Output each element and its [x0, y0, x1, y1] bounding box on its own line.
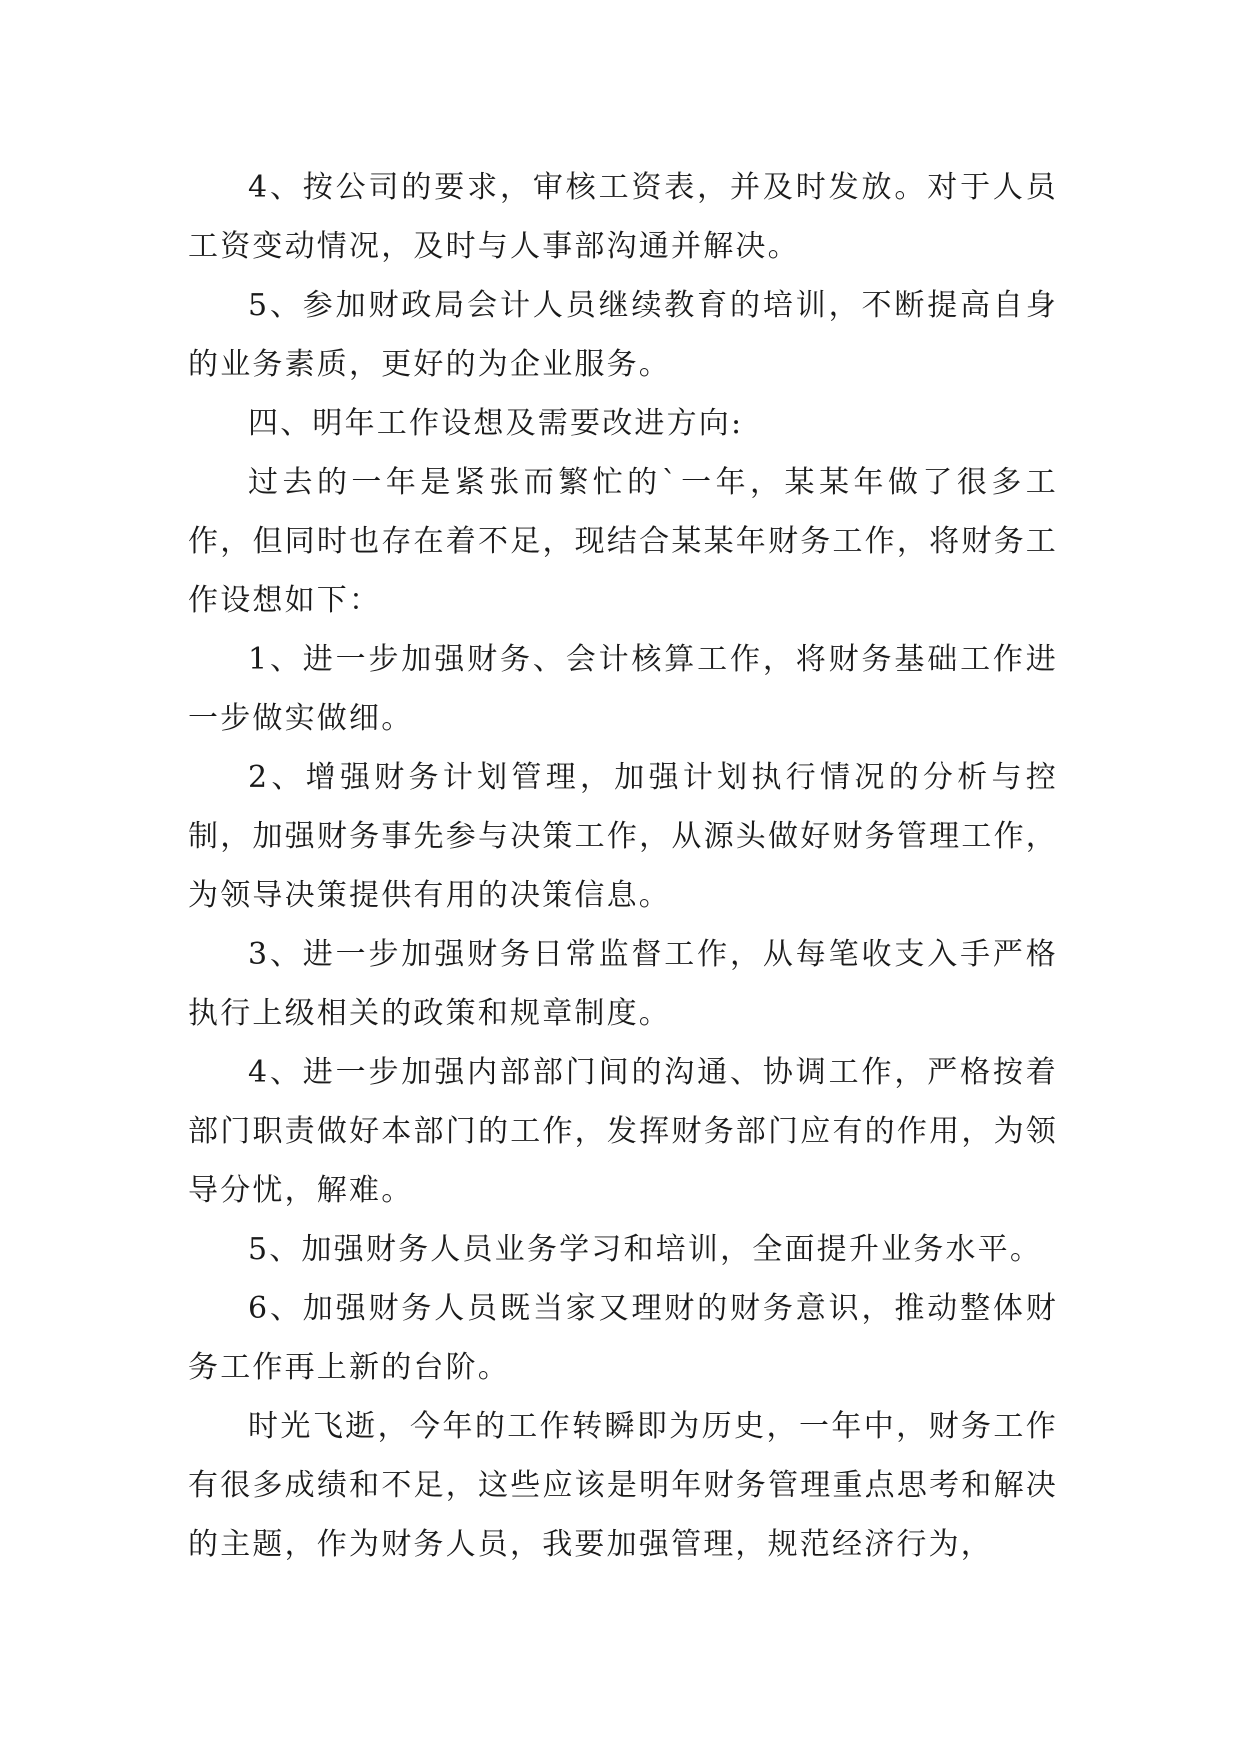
paragraph-plan-2: 2、增强财务计划管理，加强计划执行情况的分析与控制，加强财务事先参与决策工作，从源头做好财务管理工作，为领导决策提供有用的决策信息。 — [188, 760, 1058, 913]
paragraph-plan-6: 6、加强财务人员既当家又理财的财务意识，推动整体财务工作再上新的台阶。 — [188, 1291, 1058, 1385]
paragraph-plan-3: 3、进一步加强财务日常监督工作，从每笔收支入手严格执行上级相关的政策和规章制度。 — [188, 937, 1058, 1031]
paragraph-item5-training: 5、参加财政局会计人员继续教育的培训，不断提高自身的业务素质，更好的为企业服务。 — [188, 288, 1058, 382]
paragraph-plan-5: 5、加强财务人员业务学习和培训，全面提升业务水平。 — [248, 1232, 1043, 1267]
paragraph-plan-1: 1、进一步加强财务、会计核算工作，将财务基础工作进一步做实做细。 — [188, 642, 1058, 736]
paragraph-plan-intro: 过去的一年是紧张而繁忙的`一年，某某年做了很多工作，但同时也存在着不足，现结合某某年财务工作，将财务工作设想如下： — [188, 465, 1058, 618]
paragraph-conclusion: 时光飞逝，今年的工作转瞬即为历史，一年中，财务工作有很多成绩和不足，这些应该是明年财务管理重点思考和解决的主题，作为财务人员，我要加强管理，规范经济行为， — [188, 1409, 1058, 1562]
paragraph-item4-payroll: 4、按公司的要求，审核工资表，并及时发放。对于人员工资变动情况，及时与人事部沟通并解决。 — [188, 170, 1058, 264]
document-body — [188, 158, 1058, 1574]
paragraph-plan-4: 4、进一步加强内部部门间的沟通、协调工作，严格按着部门职责做好本部门的工作，发挥财务部门应有的作用，为领导分忧，解难。 — [188, 1055, 1058, 1208]
section-heading-next-year-plan: 四、明年工作设想及需要改进方向: — [248, 406, 744, 441]
